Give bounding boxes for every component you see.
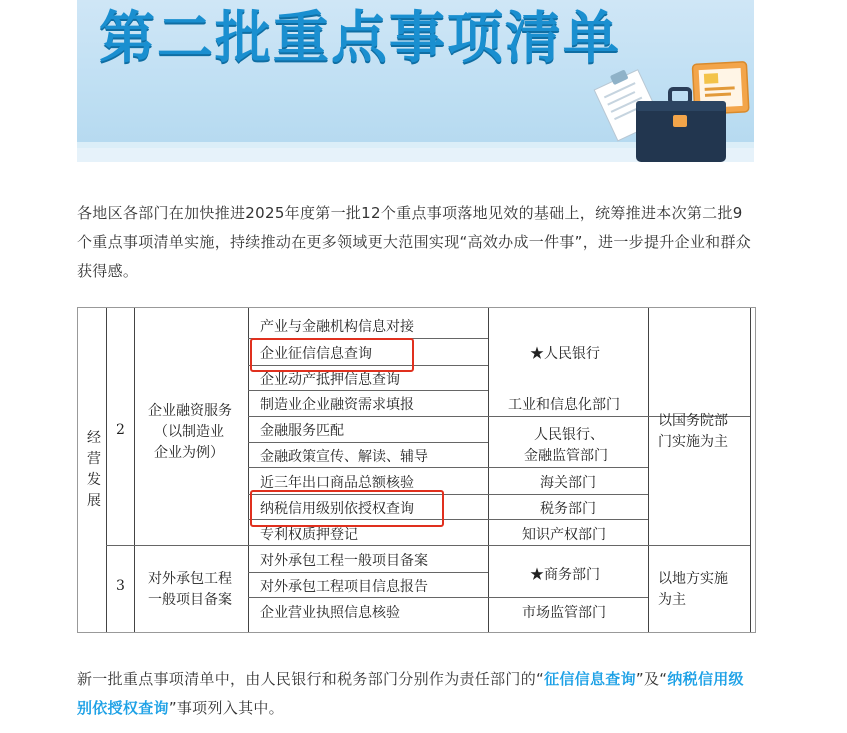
item-name-line: 一般项目备案 [148, 592, 232, 608]
category-label: 经营发展 [87, 430, 101, 509]
sub-item: 对外承包工程一般项目备案 [260, 553, 428, 569]
item-name-line: （以制造业 [154, 424, 224, 440]
sub-item: 近三年出口商品总额核验 [260, 475, 414, 491]
dept: 金融监管部门 [524, 448, 608, 464]
dept: ★商务部门 [530, 567, 600, 583]
highlight-box-tax-credit-inquiry [250, 490, 444, 527]
item-name-line: 对外承包工程 [148, 571, 232, 587]
dept: 税务部门 [540, 501, 596, 517]
dept: 海关部门 [540, 475, 596, 491]
sub-item: 企业动产抵押信息查询 [260, 372, 400, 388]
dept: 人民银行、 [534, 427, 604, 443]
implementation-mode: 为主 [658, 592, 686, 608]
item-name-line: 企业融资服务 [148, 403, 232, 419]
table-figure [77, 307, 756, 633]
item-name-line: 企业为例） [154, 445, 224, 461]
implementation-mode: 以地方实施 [658, 571, 728, 587]
dept: 工业和信息化部门 [508, 397, 620, 413]
sub-item: 企业征信信息查询 [260, 346, 372, 362]
sub-item: 金融政策宣传、解读、辅导 [260, 449, 428, 465]
intro-paragraph: 各地区各部门在加快推进2025年度第一批12个重点事项落地见效的基础上，统筹推进本次第二批9个重点事项清单实施，持续推动在更多领域更大范围实现“高效办成一件事”，进一步提升企业和群众获得感。 [77, 204, 752, 280]
highlight-credit-inquiry: 征信信息查询 [544, 670, 636, 688]
sub-item: 纳税信用级别依授权查询 [260, 501, 414, 517]
conclusion-prefix: 新一批重点事项清单中，由人民银行和税务部门分别作为责任部门的“ [77, 670, 545, 688]
header-banner [77, 0, 754, 162]
row-number: 2 [116, 422, 125, 438]
conclusion-paragraph [77, 665, 757, 723]
focus-items-table [78, 308, 755, 632]
highlight-tax-credit-inquiry: 纳税信用级别依授权查询 [77, 670, 744, 717]
sub-item: 制造业企业融资需求填报 [260, 397, 414, 413]
briefcase-clipboard-illustration [572, 55, 752, 162]
dept: ★人民银行 [530, 346, 600, 362]
banner-title: 第二批重点事项清单 [99, 6, 621, 71]
conclusion-middle: ”及“ [635, 670, 668, 688]
sub-item: 对外承包工程项目信息报告 [260, 579, 428, 595]
highlight-box-credit-inquiry [250, 338, 414, 372]
dept: 知识产权部门 [522, 527, 606, 543]
dept: 市场监管部门 [522, 605, 606, 621]
implementation-mode: 以国务院部 [658, 413, 728, 429]
conclusion-suffix: ”事项列入其中。 [168, 699, 284, 717]
implementation-mode: 门实施为主 [658, 434, 728, 450]
row-number: 3 [116, 578, 125, 594]
sub-item: 金融服务匹配 [260, 423, 344, 439]
sub-item: 专利权质押登记 [260, 527, 358, 543]
sub-item: 企业营业执照信息核验 [260, 605, 400, 621]
sub-item: 产业与金融机构信息对接 [260, 319, 414, 335]
